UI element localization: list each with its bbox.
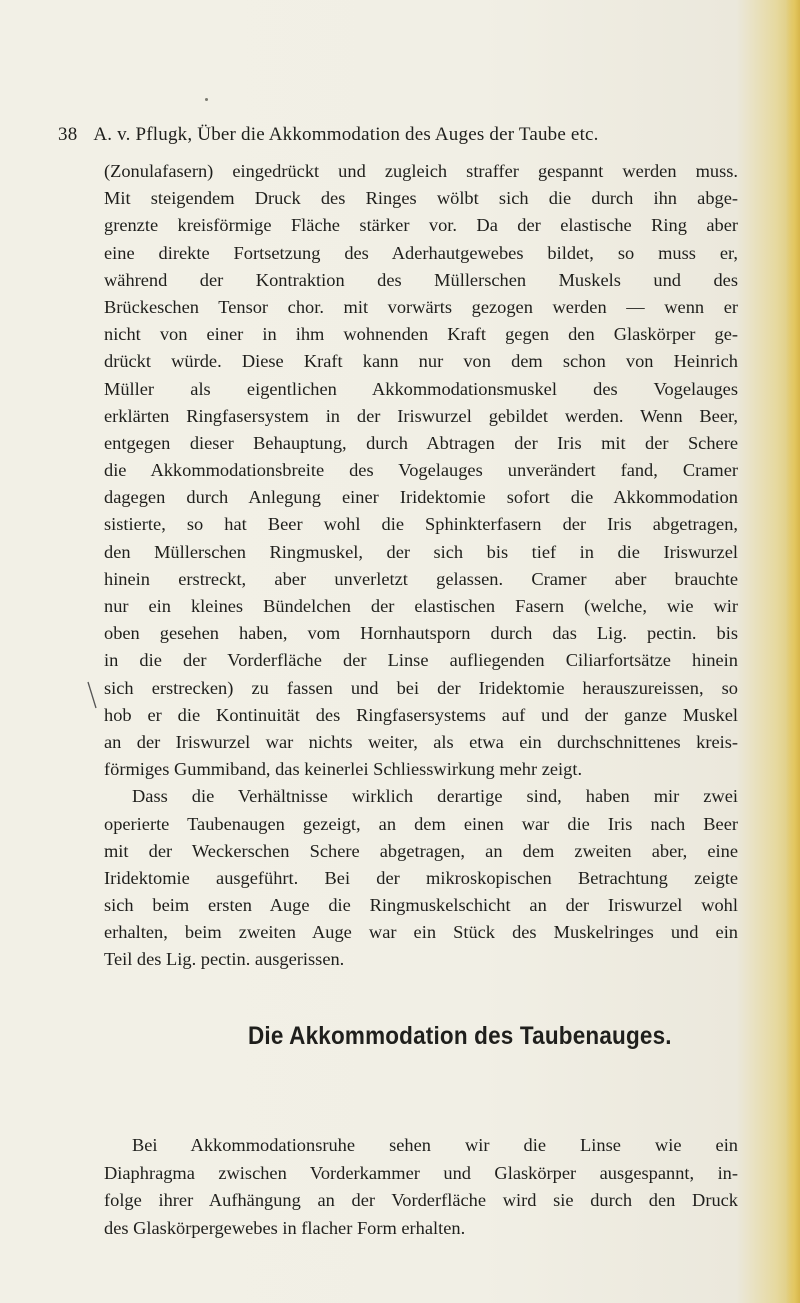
running-header [58, 124, 698, 146]
text-line: operierte Taubenaugen gezeigt, an dem einen war die Iris nach Beer [104, 813, 738, 834]
text-line: erhalten, beim zweiten Auge war ein Stück des Muskelringes und ein [104, 922, 738, 943]
text-line: während der Kontraktion des Müllerschen Muskels und des [104, 269, 738, 290]
text-line: nur ein kleines Bündelchen der elastischen Fasern (welche, wie wir [104, 596, 738, 616]
text-line: drückt würde. Diese Kraft kann nur von dem schon von Heinrich [104, 351, 738, 372]
page-edge-yellow [786, 0, 800, 1303]
text-line: grenzte kreisförmige Fläche stärker vor. Da der elastische Ring aber [104, 215, 738, 236]
paragraph-1 [104, 158, 738, 783]
text-line: hob er die Kontinuität des Ringfasersystems auf und der ganze Muskel [104, 704, 738, 725]
section-text [104, 1132, 738, 1242]
text-line: nicht von einer in ihm wohnenden Kraft gegen den Glaskörper ge- [104, 324, 738, 345]
text-line: hinein erstreckt, aber unverletzt gelassen. Cramer aber brauchte [104, 568, 738, 589]
text-line: entgegen dieser Behauptung, durch Abtragen der Iris mit der Schere [104, 432, 738, 453]
text-line: Iridektomie ausgeführt. Bei der mikroskopischen Betrachtung zeigte [104, 867, 738, 888]
text-line: Teil des Lig. pectin. ausgerissen. [104, 949, 345, 970]
text-line: förmiges Gummiband, das keinerlei Schliesswirkung mehr zeigt. [104, 759, 583, 780]
text-line: sich beim ersten Auge die Ringmuskelschicht an der Iriswurzel wohl [104, 895, 738, 916]
page-number: 38 [58, 124, 78, 145]
text-line: Diaphragma zwischen Vorderkammer und Glaskörper ausgespannt, in- [104, 1162, 738, 1183]
section-heading: Die Akkommodation des Taubenauges. [248, 1022, 672, 1050]
header-title: Über die Akkommodation des Auges der Taube etc. [197, 124, 599, 145]
paragraph-3 [104, 1132, 738, 1242]
text-line: Dass die Verhältnisse wirklich derartige sind, haben mir zwei [132, 786, 738, 807]
header-author: A. v. Pflugk, [93, 124, 193, 145]
speck [205, 98, 208, 101]
text-line: folge ihrer Aufhängung an der Vorderfläche wird sie durch den Druck [104, 1190, 738, 1210]
text-line: Müller als eigentlichen Akkommodationsmuskel des Vogelauges [104, 378, 738, 399]
text-line: (Zonulafasern) eingedrückt und zugleich straffer gespannt werden muss. [104, 161, 738, 181]
text-line: eine direkte Fortsetzung des Aderhautgewebes bildet, so muss er, [104, 242, 738, 263]
text-line: des Glaskörpergewebes in flacher Form erhalten. [104, 1217, 466, 1238]
text-line: Brückeschen Tensor chor. mit vorwärts gezogen werden — wenn er [104, 296, 738, 317]
text-line: an der Iriswurzel war nichts weiter, als etwa ein durchschnittenes kreis- [104, 731, 738, 752]
text-line: erklärten Ringfasersystem in der Iriswurzel gebildet werden. Wenn Beer, [104, 405, 738, 426]
margin-mark [85, 680, 99, 710]
text-line: Mit steigendem Druck des Ringes wölbt sich die durch ihn abge- [104, 188, 738, 209]
text-line: sistierte, so hat Beer wohl die Sphinkterfasern der Iris abgetragen, [104, 514, 738, 535]
main-text [104, 158, 738, 974]
text-line: oben gesehen haben, vom Hornhautsporn durch das Lig. pectin. bis [104, 623, 738, 644]
text-line: sich erstrecken) zu fassen und bei der Iridektomie herauszureissen, so [104, 677, 738, 698]
text-line: mit der Weckerschen Schere abgetragen, an dem zweiten aber, eine [104, 840, 738, 861]
text-line: dagegen durch Anlegung einer Iridektomie sofort die Akkommodation [104, 487, 738, 508]
text-line: den Müllerschen Ringmuskel, der sich bis tief in die Iriswurzel [104, 541, 738, 562]
text-line: in die der Vorderfläche der Linse aufliegenden Ciliarfortsätze hinein [104, 650, 738, 671]
paragraph-2 [104, 783, 738, 973]
text-line: die Akkommodationsbreite des Vogelauges unverändert fand, Cramer [104, 460, 738, 481]
text-line: Bei Akkommodationsruhe sehen wir die Linse wie ein [132, 1135, 738, 1155]
